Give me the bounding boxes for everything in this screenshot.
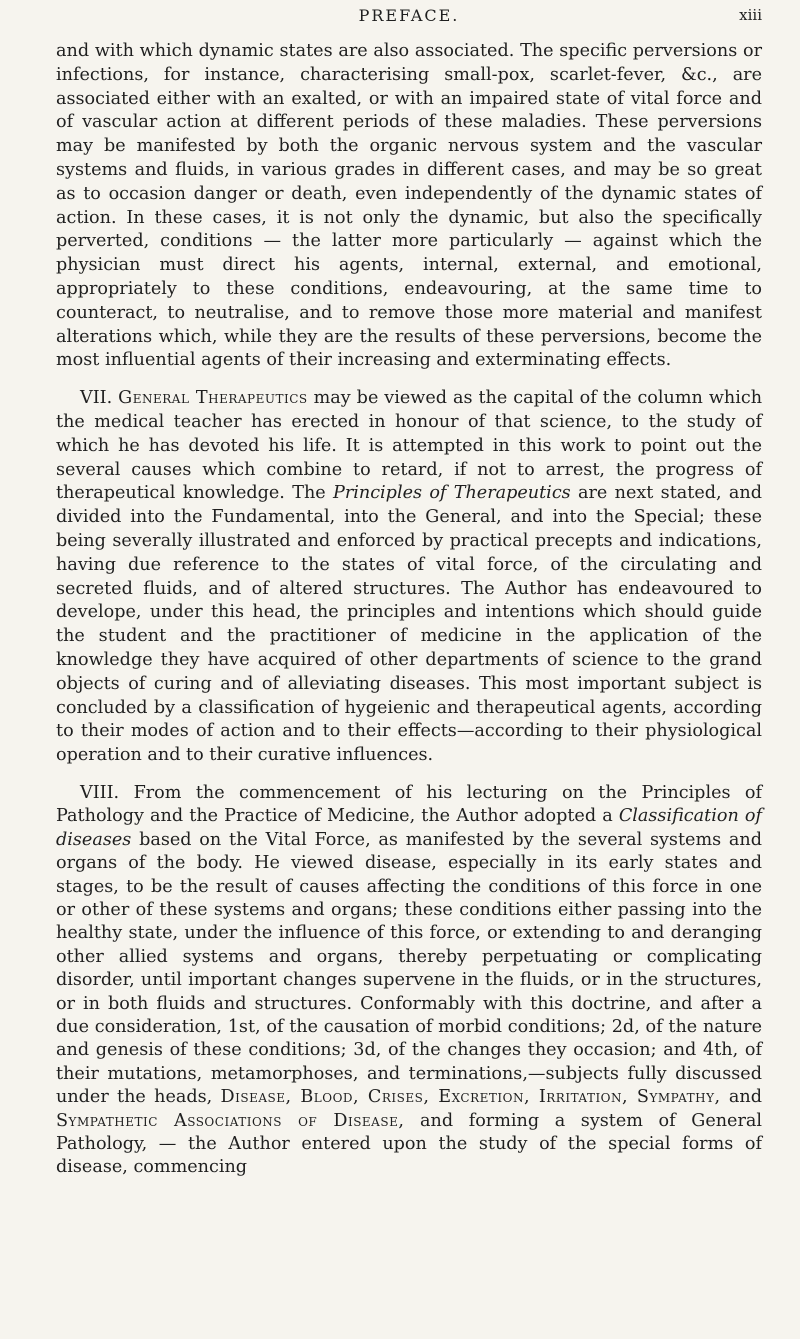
sympathetic-associations: Sympathetic Associations of Disease,	[56, 1110, 405, 1131]
paragraph-2-general-therapeutics	[56, 387, 762, 768]
paragraph-2-text-a: may be viewed as the capital of the column which the medical teacher has erected in honour of that science, to the study of which he has devoted his life. It is attempted in this work to point out the several causes which combine to retard, if not to arrest, the progress of therapeutical knowledge. The	[56, 388, 763, 504]
section-number-vii: VII.	[80, 388, 113, 409]
heads-list: Disease, Blood, Crises, Excretion, Irritation, Sympathy,	[220, 1087, 721, 1108]
principles-of-therapeutics-title: Principles of Therapeutics	[333, 483, 571, 504]
classification-of-diseases-title: Classification of diseases	[56, 806, 762, 850]
paragraph-3-text-b: based on the Vital Force, as manifested by the several systems and organs of the body. He viewed disease, especially in its early states and stages, to be the result of causes affecting the conditions of this force in one or other of these systems and organs; these conditions either passing into the healthy state, under the influence of this force, or extending to and deranging other allied systems and organs, thereby perpetuating or complicating disorder, until important changes supervene in the fluids, or in the structures, or in both fluids and structures. Conformably with this doctrine, and after a due consideration, 1st, of the causation of morbid conditions; 2d, of the nature and genesis of these conditions; 3d, of the changes they occasion; and 4th, of their mutations, metamorphoses, and terminations,—subjects fully discussed under the heads,	[56, 829, 763, 1108]
paragraph-3-classification	[56, 782, 762, 1180]
paragraph-3-text-c: and	[728, 1087, 762, 1108]
paragraph-2-text-b: are next stated, and divided into the Fundamental, into the General, and into the Special; these being severally illustrated and enforced by practical precepts and indications, having due reference to the states of vital force, of the circulating and secreted fluids, and of altered structures. The Author has endeavoured to develope, under this head, the principles and intentions which should guide the student and the practitioner of medicine in the application of the knowledge they have acquired of other departments of science to the grand objects of curing and of alleviating diseases. This most important subject is concluded by a classification of hygeienic and therapeutical agents, according to their modes of action and to their effects—according to their physiological operation and to their curative influences.	[56, 483, 762, 766]
paragraph-3-text-d: and forming a system of General Pathology, — the Author entered upon the study of the special forms of disease, commencing	[56, 1110, 762, 1178]
section-number-viii: VIII.	[80, 782, 120, 803]
running-title: PREFACE.	[358, 6, 460, 25]
paragraph-1-text: and with which dynamic states are also associated. The specific perversions or infections, for instance, characterising small-pox, scarlet-fever, &c., are associated either with an exalted, or with an impaired state of vital force and of vascular action at different periods of these maladies. These perversions may be manifested by both the organic nervous system and the vascular systems and fluids, in various grades in different cases, and may be so great as to occasion danger or death, even independently of the dynamic states of action. In these cases, it is not only the dynamic, but also the specifically perverted, conditions — the latter more particularly — against which the physician must direct his agents, internal, external, and emotional, appropriately to these conditions, endeavouring, at the same time to counteract, to neutralise, and to remove those more material and manifest alterations which, while they are the results of these perversions, become the most influential agents of their increasing and exterminating effects.	[56, 41, 762, 371]
paragraph-1	[56, 40, 762, 373]
paragraph-3-text-a: From the commencement of his lecturing on the Principles of Pathology and the Practice of Medicine, the Author adopted a	[56, 782, 763, 827]
section-heading-general-therapeutics: General Therapeutics	[118, 388, 308, 409]
running-head	[56, 4, 762, 32]
page-number: xiii	[739, 6, 762, 24]
